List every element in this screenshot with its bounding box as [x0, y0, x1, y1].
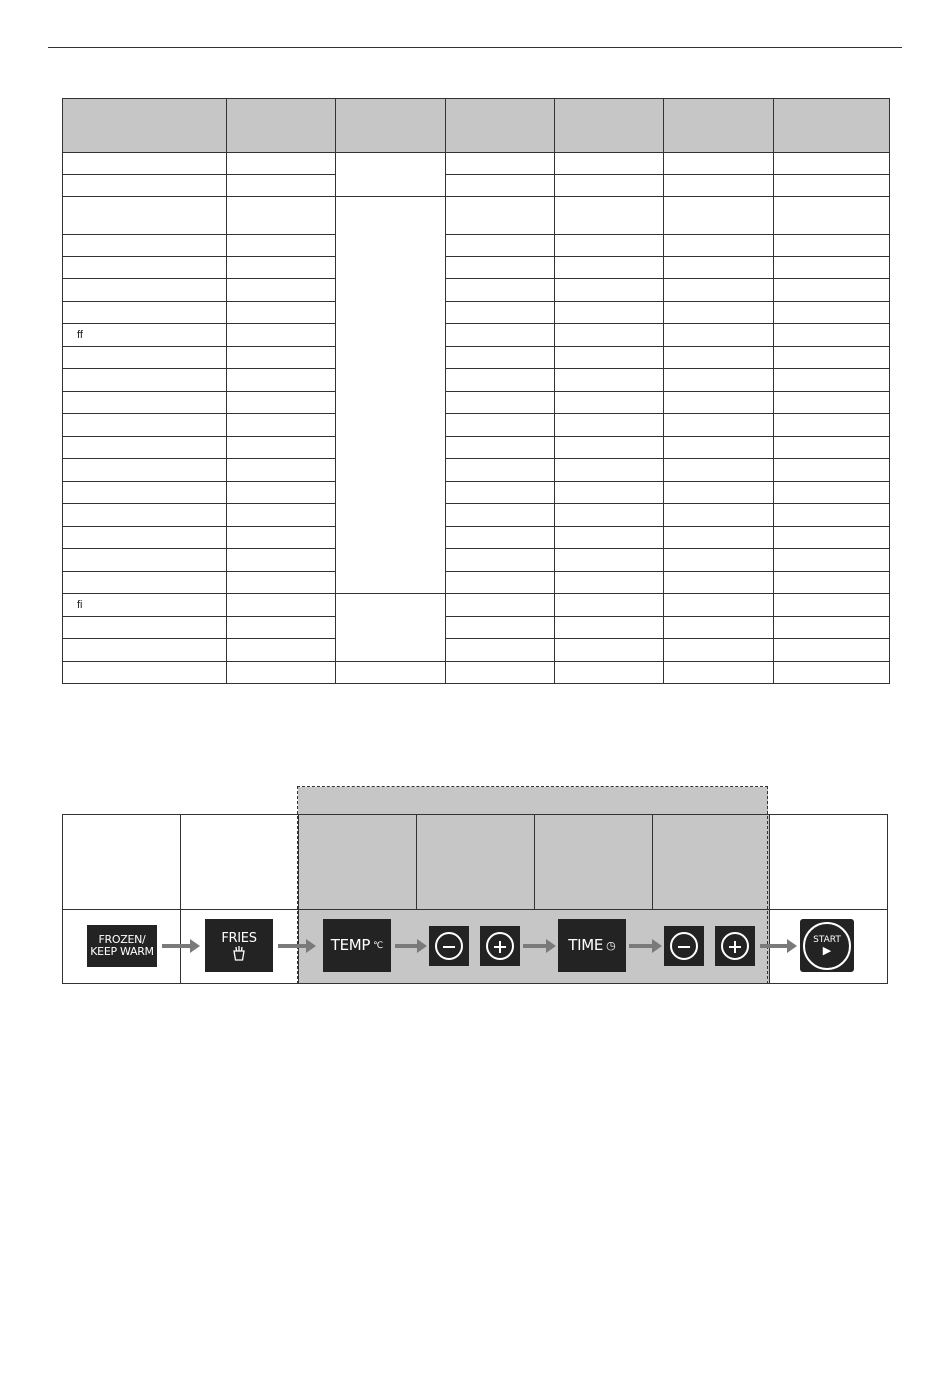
table-cell	[774, 235, 890, 257]
table-row	[63, 527, 890, 549]
merged-cell	[336, 153, 446, 197]
table-cell	[774, 153, 890, 175]
table-cell	[227, 257, 336, 279]
header-cell	[63, 99, 227, 153]
highlight-band	[298, 787, 768, 815]
table-cell	[446, 639, 555, 662]
temp-label: TEMP	[330, 936, 371, 954]
table-cell	[446, 617, 555, 639]
table-row	[63, 414, 890, 437]
table-cell	[446, 549, 555, 572]
table-row	[63, 482, 890, 504]
table-row	[63, 197, 890, 235]
time-plus-button[interactable]	[715, 926, 755, 966]
flow-header-cell	[535, 815, 653, 910]
table-cell	[664, 197, 774, 235]
minus-icon	[435, 932, 463, 960]
table-cell	[227, 437, 336, 459]
table-row	[63, 175, 890, 197]
table-cell	[63, 572, 227, 594]
table-cell	[774, 639, 890, 662]
table-cell	[664, 235, 774, 257]
table-cell	[774, 197, 890, 235]
table-cell	[555, 459, 664, 482]
table-cell	[63, 369, 227, 392]
table-row	[63, 392, 890, 414]
table-cell	[664, 639, 774, 662]
frozen-label: FROZEN/	[98, 933, 146, 946]
table-cell	[555, 153, 664, 175]
table-cell	[664, 662, 774, 684]
table-cell	[555, 549, 664, 572]
table-cell	[774, 437, 890, 459]
table-cell	[446, 153, 555, 175]
table-cell	[664, 527, 774, 549]
table-cell	[774, 279, 890, 302]
table-cell	[63, 235, 227, 257]
table-cell	[555, 302, 664, 324]
table-cell	[227, 549, 336, 572]
table-cell	[774, 392, 890, 414]
table-cell	[227, 459, 336, 482]
table-cell	[227, 594, 336, 617]
table-cell	[664, 153, 774, 175]
table-cell	[63, 414, 227, 437]
table-cell	[774, 302, 890, 324]
table-cell	[555, 527, 664, 549]
table-cell	[227, 639, 336, 662]
table-cell	[446, 392, 555, 414]
table-cell	[555, 639, 664, 662]
table-cell	[227, 153, 336, 175]
table-cell	[446, 235, 555, 257]
table-cell	[227, 369, 336, 392]
time-minus-button[interactable]	[664, 926, 704, 966]
table-cell	[555, 414, 664, 437]
table-cell	[63, 504, 227, 527]
table-cell	[664, 392, 774, 414]
header-cell	[664, 99, 774, 153]
table-cell	[63, 437, 227, 459]
table-cell	[227, 324, 336, 347]
temp-plus-button[interactable]	[480, 926, 520, 966]
play-icon: ▶	[822, 943, 832, 957]
table-row	[63, 302, 890, 324]
table-row	[63, 549, 890, 572]
table-cell	[446, 527, 555, 549]
table-row	[63, 153, 890, 175]
flow-arrow-icon	[162, 939, 200, 953]
flow-header-cell	[181, 815, 299, 910]
table-cell	[774, 617, 890, 639]
table-cell	[227, 175, 336, 197]
table-cell	[446, 572, 555, 594]
table-cell	[774, 572, 890, 594]
table-cell	[446, 504, 555, 527]
table-row	[63, 324, 890, 347]
table-cell	[227, 197, 336, 235]
table-cell	[664, 549, 774, 572]
table-cell	[664, 369, 774, 392]
plus-icon	[486, 932, 514, 960]
table-cell	[227, 392, 336, 414]
temp-minus-button[interactable]	[429, 926, 469, 966]
table-cell	[774, 504, 890, 527]
table-cell	[555, 392, 664, 414]
table-row	[63, 347, 890, 369]
flow-header-cell	[63, 815, 181, 910]
table-cell	[63, 197, 227, 235]
thermometer-icon: ℃	[373, 940, 384, 951]
table-row	[63, 639, 890, 662]
flow-header-cell	[653, 815, 770, 910]
time-button[interactable]	[558, 919, 626, 972]
table-cell	[227, 572, 336, 594]
plus-bar-v	[499, 941, 501, 953]
table-cell	[774, 414, 890, 437]
table-cell	[774, 347, 890, 369]
flow-header-cell	[770, 815, 888, 910]
merged-cell	[336, 594, 446, 662]
minus-icon	[670, 932, 698, 960]
header-cell	[555, 99, 664, 153]
table-row	[63, 504, 890, 527]
table-cell	[664, 504, 774, 527]
table-cell	[446, 347, 555, 369]
table-cell	[446, 482, 555, 504]
table-cell	[774, 662, 890, 684]
table-cell	[774, 549, 890, 572]
table-cell	[555, 662, 664, 684]
table-cell	[555, 572, 664, 594]
start-label: START	[813, 934, 841, 945]
table-row	[63, 257, 890, 279]
table-cell	[63, 279, 227, 302]
table-cell	[446, 437, 555, 459]
table-cell	[555, 482, 664, 504]
table-cell	[664, 175, 774, 197]
table-cell	[227, 414, 336, 437]
merged-cell	[336, 197, 446, 594]
flow-table	[62, 814, 888, 984]
table-cell	[555, 617, 664, 639]
table-cell	[227, 279, 336, 302]
table-cell	[555, 279, 664, 302]
table-cell	[63, 392, 227, 414]
table-cell: fi	[63, 594, 227, 617]
table-row	[63, 279, 890, 302]
table-cell	[446, 324, 555, 347]
table-cell	[63, 459, 227, 482]
fries-button[interactable]	[205, 919, 273, 972]
table-row	[63, 594, 890, 617]
minus-bar	[678, 946, 690, 948]
table-cell	[446, 414, 555, 437]
flow-header-cell	[299, 815, 417, 910]
table-cell: ff	[63, 324, 227, 347]
table-cell	[63, 175, 227, 197]
frozen-keep-warm-button[interactable]	[87, 925, 157, 967]
table-header-row	[63, 99, 890, 153]
table-cell	[63, 549, 227, 572]
table-cell	[446, 369, 555, 392]
start-button[interactable]	[800, 919, 854, 972]
table-cell	[664, 414, 774, 437]
table-cell	[555, 369, 664, 392]
flow-arrow-icon	[395, 939, 427, 953]
flow-header-cell	[417, 815, 535, 910]
table-row	[63, 572, 890, 594]
merged-cell	[336, 662, 446, 684]
table-row	[63, 369, 890, 392]
minus-bar	[443, 946, 455, 948]
table-cell	[664, 572, 774, 594]
table-cell	[555, 257, 664, 279]
clock-icon: ◷	[606, 939, 616, 952]
flow-arrow-icon	[523, 939, 556, 953]
table-cell	[774, 369, 890, 392]
table-row	[63, 617, 890, 639]
table-cell	[446, 197, 555, 235]
flow-header-row	[63, 815, 888, 910]
table-cell	[227, 302, 336, 324]
table-cell	[555, 197, 664, 235]
table-cell	[555, 324, 664, 347]
table-cell	[227, 617, 336, 639]
table-cell	[555, 437, 664, 459]
top-rule	[48, 47, 902, 48]
table-row	[63, 235, 890, 257]
table-row	[63, 437, 890, 459]
flow-arrow-icon	[629, 939, 662, 953]
table-cell	[63, 617, 227, 639]
fries-icon	[231, 945, 247, 961]
plus-bar-v	[734, 941, 736, 953]
table-cell	[63, 639, 227, 662]
table-cell	[664, 482, 774, 504]
table-cell	[774, 257, 890, 279]
table-cell	[664, 594, 774, 617]
table-cell	[446, 459, 555, 482]
plus-icon	[721, 932, 749, 960]
header-cell	[446, 99, 555, 153]
time-label: TIME	[568, 936, 604, 954]
table-cell	[774, 324, 890, 347]
table-cell	[63, 527, 227, 549]
table-cell	[664, 617, 774, 639]
table-cell	[555, 594, 664, 617]
table-cell	[227, 347, 336, 369]
table-cell	[227, 504, 336, 527]
table-cell	[664, 437, 774, 459]
table-cell	[446, 257, 555, 279]
table-cell	[555, 504, 664, 527]
start-ring	[803, 922, 851, 970]
table-cell	[227, 527, 336, 549]
table-cell	[664, 459, 774, 482]
table-cell	[63, 153, 227, 175]
table-cell	[774, 459, 890, 482]
table-cell	[446, 175, 555, 197]
table-cell	[446, 662, 555, 684]
table-cell	[774, 594, 890, 617]
table-row	[63, 662, 890, 684]
table-cell	[446, 594, 555, 617]
table-cell	[63, 257, 227, 279]
temp-button[interactable]	[323, 919, 391, 972]
header-cell	[774, 99, 890, 153]
table-cell	[63, 482, 227, 504]
table-cell	[227, 482, 336, 504]
table-cell	[227, 662, 336, 684]
table-cell	[664, 257, 774, 279]
table-cell	[227, 235, 336, 257]
table-cell	[555, 175, 664, 197]
table-cell	[774, 527, 890, 549]
table-cell	[63, 662, 227, 684]
flow-arrow-icon	[278, 939, 316, 953]
table-cell	[664, 302, 774, 324]
fries-label: FRIES	[221, 931, 257, 946]
table-cell	[63, 302, 227, 324]
table-cell	[774, 482, 890, 504]
flow-arrow-icon	[760, 939, 797, 953]
table-cell	[446, 302, 555, 324]
header-cell	[227, 99, 336, 153]
cooking-table	[62, 98, 890, 684]
table-cell	[664, 279, 774, 302]
table-cell	[555, 235, 664, 257]
keep-warm-label: KEEP WARM	[90, 945, 154, 958]
table-cell	[63, 347, 227, 369]
table-cell	[664, 347, 774, 369]
table-cell	[774, 175, 890, 197]
table-cell	[555, 347, 664, 369]
table-cell	[446, 279, 555, 302]
header-cell	[336, 99, 446, 153]
table-row	[63, 459, 890, 482]
table-cell	[664, 324, 774, 347]
